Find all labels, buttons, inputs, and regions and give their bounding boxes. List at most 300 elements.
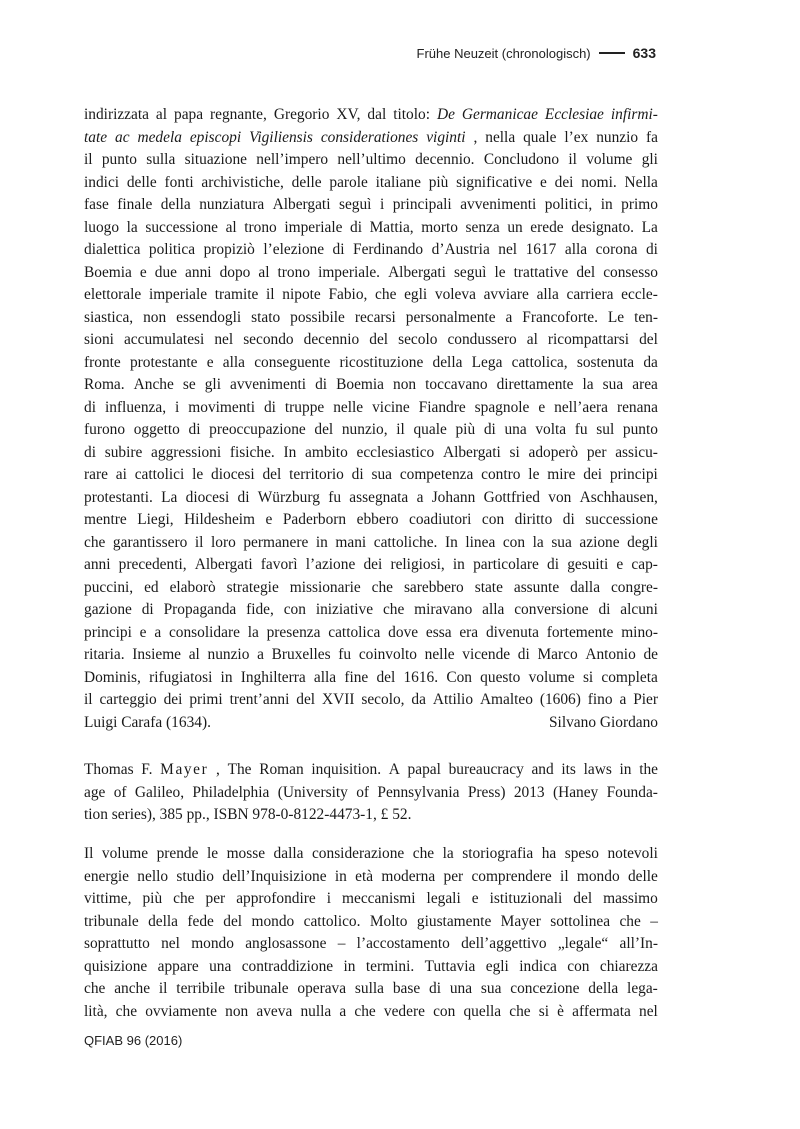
word: alla — [313, 668, 337, 686]
word: Marco — [537, 646, 578, 663]
word: diritto — [514, 511, 553, 528]
word: avviare — [483, 286, 529, 303]
word: l’ex — [564, 128, 589, 146]
word: il — [568, 151, 577, 168]
word: imperiale. — [318, 263, 381, 281]
word: fino — [587, 691, 613, 708]
word: e — [538, 398, 546, 416]
word: parole — [329, 173, 368, 191]
word: of — [356, 783, 370, 801]
text-line — [84, 782, 658, 805]
word: its — [561, 761, 576, 778]
text-line — [84, 1001, 658, 1024]
word: l’accostamento — [356, 935, 450, 952]
word: nell’aera — [554, 398, 608, 416]
word: F. — [141, 761, 153, 778]
word: gli — [641, 151, 658, 168]
word: dell’aggettivo — [461, 935, 547, 952]
word: Antonio — [585, 646, 636, 663]
word: i — [326, 890, 331, 907]
word: sulla — [146, 151, 176, 168]
word: La — [161, 488, 178, 506]
word: renana — [616, 398, 658, 416]
word: all’In- — [619, 935, 658, 952]
word: vicende — [462, 646, 511, 663]
word: erede — [530, 218, 564, 236]
word: che — [619, 912, 641, 930]
word: furono — [84, 421, 126, 438]
text-line — [84, 667, 658, 690]
word: dialettica — [84, 241, 141, 258]
word: base — [392, 980, 421, 997]
word: e — [471, 890, 479, 907]
word: protestanti. — [84, 488, 153, 506]
word: se — [182, 376, 196, 393]
word: nunziatura — [199, 196, 265, 213]
word: iniziative — [315, 601, 374, 618]
word: Press) — [467, 783, 506, 801]
word: state — [474, 578, 503, 596]
word: strategie — [226, 578, 279, 596]
word: del — [262, 466, 282, 483]
word: delle — [291, 173, 322, 191]
word: che — [84, 533, 106, 551]
word: una — [209, 957, 232, 975]
word: the — [639, 761, 658, 778]
word: delle — [126, 173, 157, 191]
word: cattolica, — [511, 353, 568, 371]
word: assegnata — [349, 488, 409, 506]
text-line — [84, 239, 658, 262]
word: ritaria. — [84, 646, 125, 663]
word: significative — [456, 173, 533, 191]
word: volume — [586, 151, 633, 168]
word: per — [205, 890, 226, 907]
word: in — [600, 196, 613, 213]
word: possibile — [290, 308, 345, 326]
word: e — [206, 353, 214, 371]
word: in — [619, 761, 632, 778]
word: 1617 — [525, 241, 557, 258]
word: elaborò — [169, 578, 216, 596]
word: recarsi — [354, 308, 396, 326]
word: infirmi- — [610, 106, 658, 123]
word: nella — [485, 128, 516, 146]
word: a — [339, 1002, 347, 1020]
word: linea — [465, 533, 496, 551]
word: del — [314, 421, 334, 438]
word: di — [237, 488, 250, 506]
word: voleva — [434, 286, 476, 303]
word: fine — [344, 668, 369, 686]
word: Propaganda — [163, 601, 237, 618]
word: mosse — [226, 845, 266, 862]
word: del — [576, 263, 596, 281]
word: del — [369, 331, 389, 348]
word: il — [194, 533, 204, 551]
word: di — [351, 466, 364, 483]
word: tribunale — [233, 980, 289, 997]
word: operava — [297, 980, 347, 997]
word: ed — [144, 578, 159, 596]
word: morto — [421, 218, 458, 236]
word: loro — [210, 533, 236, 551]
word: di — [84, 398, 96, 416]
word: precedenti, — [118, 556, 187, 573]
word: di — [517, 646, 530, 663]
text-line — [84, 307, 658, 330]
word: i — [175, 398, 180, 416]
word: fisiche. — [229, 443, 275, 461]
word: fase — [84, 196, 109, 213]
word: dalla — [570, 578, 601, 596]
word: l’elezione — [263, 241, 325, 258]
word: politici, — [544, 196, 593, 213]
word: giustamente — [416, 912, 492, 930]
word: studio — [176, 867, 214, 885]
word: nunzio — [207, 646, 250, 663]
word: luogo — [84, 218, 120, 236]
word: seguì — [338, 196, 372, 213]
word: moderna — [381, 867, 436, 885]
word: le — [528, 466, 540, 483]
word: dal — [367, 106, 387, 123]
word: direttamente — [496, 376, 574, 393]
word: Roman — [259, 761, 304, 778]
word: regnante, — [210, 106, 267, 123]
text-line — [84, 442, 658, 465]
word: quisizione — [84, 957, 148, 975]
word: presenza — [266, 623, 321, 641]
word: ha — [541, 845, 557, 862]
word: imperiale — [284, 218, 343, 236]
word: sua — [602, 376, 624, 393]
word: speso — [564, 845, 599, 862]
word: nell’ultimo — [337, 151, 406, 168]
word: Mattia, — [369, 218, 414, 236]
word: si — [582, 668, 594, 686]
word: alla — [536, 286, 559, 303]
word: comprendere — [471, 867, 552, 885]
word: Gottfried — [483, 488, 540, 506]
word: che — [375, 286, 397, 303]
word: assicu- — [615, 443, 658, 461]
word: sua — [371, 466, 392, 483]
word: sua — [551, 533, 572, 551]
word: The — [227, 761, 252, 778]
word: nel — [161, 935, 180, 952]
word: degli — [627, 533, 658, 551]
word: Tuttavia — [424, 957, 476, 975]
word: corona — [595, 241, 638, 258]
running-head — [84, 42, 656, 64]
word: ebbero — [356, 511, 399, 528]
word: dei — [583, 466, 603, 483]
word: in — [343, 957, 356, 975]
word: Amalteo — [479, 691, 533, 708]
word: Aschhausen, — [579, 488, 658, 506]
word: indirizzata — [84, 106, 149, 123]
word: (University — [277, 783, 348, 801]
word: al — [526, 331, 538, 348]
word: essendogli — [176, 308, 242, 326]
word: più — [142, 890, 163, 907]
word: laws — [583, 761, 612, 778]
word: i — [379, 196, 385, 213]
word: legali — [426, 890, 461, 907]
text-line — [84, 689, 658, 712]
word: Le — [607, 308, 625, 326]
word: trent’anni — [229, 691, 290, 708]
word: mondo — [251, 912, 295, 930]
word: che — [115, 1002, 138, 1020]
text-line — [84, 284, 658, 307]
word: anche — [114, 980, 151, 997]
word: 1616. — [403, 668, 439, 686]
word: papal — [407, 761, 441, 778]
word: contraddizione — [241, 957, 334, 975]
word: il — [84, 691, 93, 708]
word: anni — [84, 556, 111, 573]
word: cap- — [631, 556, 658, 573]
word: consolidare — [168, 623, 240, 641]
running-head-rule — [599, 52, 625, 54]
word: competenza — [399, 466, 474, 483]
word: considerationes — [320, 128, 419, 146]
word: ambito — [305, 443, 348, 461]
word: della — [432, 353, 463, 371]
word: secolo — [398, 331, 438, 348]
word: del — [376, 668, 396, 686]
word: Founda- — [606, 783, 658, 801]
word: a — [505, 308, 513, 326]
word: essa — [425, 623, 452, 641]
word: indica — [519, 957, 557, 975]
word: fronte — [84, 353, 121, 371]
word: la — [247, 623, 259, 641]
word: ecclesiastico — [356, 443, 435, 461]
text-line — [84, 149, 658, 172]
word: Anche — [133, 376, 174, 393]
word: completa — [601, 668, 658, 686]
word: di — [645, 241, 658, 258]
word: più — [455, 421, 476, 438]
word: missionarie — [289, 578, 361, 596]
last-line-text: Luigi Carafa (1634). — [84, 713, 211, 731]
word: nell’impero — [256, 151, 329, 168]
word: non — [225, 1002, 249, 1020]
word: dell’Inquisizione — [222, 867, 327, 885]
review-2-bibliographic-entry — [84, 759, 658, 827]
word: italiane — [375, 173, 421, 191]
word: dei — [363, 556, 383, 573]
word: politica — [148, 241, 196, 258]
word: favorì — [260, 556, 298, 573]
word: che — [371, 578, 393, 596]
word: Germanicae — [461, 106, 538, 123]
word: mentre — [84, 511, 127, 528]
word: di — [141, 601, 154, 618]
word: divenuta — [485, 623, 539, 641]
word: nel — [498, 241, 518, 258]
word: la — [442, 845, 454, 862]
text-line — [84, 172, 658, 195]
word: era — [459, 623, 479, 641]
word: terribile — [176, 980, 226, 997]
word: di — [429, 980, 441, 997]
word: adoperò — [528, 443, 579, 461]
word: alla — [482, 601, 505, 618]
word: quale — [523, 128, 557, 146]
word: di — [332, 241, 345, 258]
word: di — [547, 556, 560, 573]
word: viginti — [426, 128, 466, 146]
word: Inghilterra — [240, 668, 306, 686]
word: religiosi, — [390, 556, 445, 573]
word: Hildesheim — [184, 511, 256, 528]
word: sua — [480, 980, 502, 997]
word: Thomas — [84, 761, 134, 778]
word: De — [436, 106, 455, 123]
word: in — [334, 867, 347, 885]
word: età — [355, 867, 374, 885]
word: e — [540, 173, 547, 191]
word: nello — [137, 867, 169, 885]
word: assunte — [513, 578, 560, 596]
word: una — [449, 980, 473, 997]
word: affermata — [572, 1002, 631, 1020]
word: nunzio — [596, 128, 639, 146]
word: mire — [547, 466, 576, 483]
word: volume — [528, 668, 575, 686]
word: la — [126, 218, 138, 236]
word: che — [173, 890, 195, 907]
word: ricompattarsi — [547, 331, 630, 348]
word: della — [148, 912, 179, 930]
word: della — [160, 196, 191, 213]
word: and — [531, 761, 554, 778]
word: XV, — [336, 106, 361, 123]
word: fa — [646, 128, 658, 146]
word: non — [393, 376, 417, 393]
word: e — [616, 556, 624, 573]
word: al — [188, 646, 200, 663]
word: cattoliche. — [373, 533, 438, 551]
word: – — [337, 935, 346, 952]
word: mondo — [576, 867, 620, 885]
word: che — [412, 845, 435, 862]
word: l’azione — [305, 556, 356, 573]
word: coadiutori — [409, 511, 472, 528]
word: meccanismi — [342, 890, 416, 907]
word: La — [641, 218, 658, 236]
word: volume — [101, 845, 149, 862]
word: Ecclesiae — [544, 106, 604, 123]
word: sottolinea — [550, 912, 611, 930]
word: XVII — [321, 691, 355, 708]
word: Mayer — [500, 912, 541, 930]
word: movimenti — [188, 398, 255, 416]
word: of — [113, 783, 127, 801]
text-line — [84, 577, 658, 600]
word: von — [548, 488, 572, 506]
word: trono — [277, 263, 311, 281]
word: che — [354, 1002, 376, 1020]
word: con — [433, 1002, 456, 1020]
word: archivistiche, — [201, 173, 284, 191]
word: In — [444, 533, 458, 551]
word: nunzio, — [341, 421, 388, 438]
word: episcopi — [189, 128, 242, 146]
word: mani — [335, 533, 367, 551]
word: congre- — [610, 578, 658, 596]
bibliographic-entry-last-line: tion series), 385 pp., ISBN 978-0-8122-4473-1, £ 52. — [84, 806, 412, 823]
text-line — [84, 509, 658, 532]
word: che — [382, 601, 405, 618]
word: in — [452, 556, 465, 573]
word: accumulatesi — [123, 331, 205, 348]
word: aveva — [256, 1002, 293, 1020]
text-line — [84, 104, 658, 127]
word: trono — [244, 218, 277, 236]
word: volta — [535, 421, 567, 438]
word: Pier — [633, 691, 658, 708]
word: territorio — [289, 466, 344, 483]
word: Dominis, — [84, 668, 141, 686]
word: mino- — [621, 623, 658, 641]
word: a — [257, 646, 264, 663]
word: In — [283, 443, 297, 461]
word: Francoforte. — [522, 308, 598, 326]
word: d’Austria — [431, 241, 490, 258]
word: papa — [174, 106, 204, 123]
word: energie — [84, 867, 130, 885]
word: decennio. — [415, 151, 475, 168]
word: fortemente — [546, 623, 614, 641]
word: con — [481, 511, 505, 528]
word: Pennsylvania — [377, 783, 460, 801]
word: gesuiti — [567, 556, 609, 573]
word: approfondire — [236, 890, 316, 907]
word: A — [388, 761, 400, 778]
word: fu — [328, 488, 342, 506]
word: consesso — [603, 263, 658, 281]
word: il — [560, 867, 569, 885]
word: tate — [84, 128, 108, 146]
word: fede — [187, 912, 214, 930]
word: storiografia — [462, 845, 534, 862]
word: Albergati — [194, 556, 253, 573]
word: elettorale — [84, 286, 142, 303]
page-number: 633 — [632, 45, 656, 61]
word: ac — [115, 128, 130, 146]
text-line — [84, 419, 658, 442]
word: del — [573, 890, 593, 907]
word: titolo: — [393, 106, 430, 123]
running-head-section: Frühe Neuzeit (chronologisch) — [416, 45, 591, 61]
text-line — [84, 487, 658, 510]
word: trattative — [513, 263, 569, 281]
review-2-text — [84, 843, 658, 1023]
word: una — [504, 421, 527, 438]
word: , — [216, 761, 220, 778]
word: avvenimenti — [230, 376, 307, 393]
word: azione — [579, 533, 620, 551]
word: di — [598, 601, 611, 618]
word: del — [223, 912, 243, 930]
text-line — [84, 352, 658, 375]
word: sostenuta — [576, 353, 635, 371]
